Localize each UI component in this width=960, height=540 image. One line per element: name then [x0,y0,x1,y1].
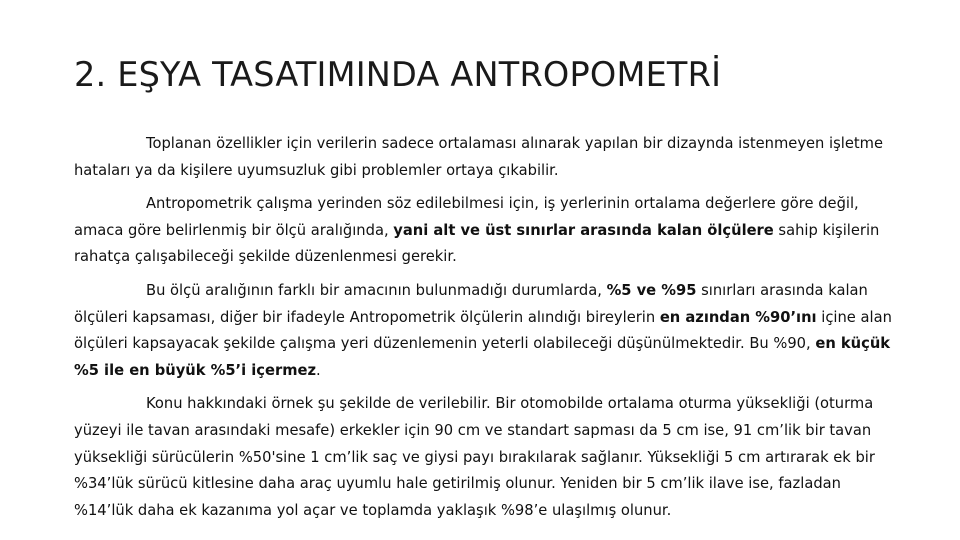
paragraph-text: Antropometrik çalışma yerinden söz edilebilmesi için, iş yerlerinin ortalama değerlere göre değil, amaca göre belirlenmiş bir ölçü aralığında, [74,195,859,239]
emphasis-text: yani alt ve üst sınırlar arasında kalan ölçülere [393,221,774,239]
paragraph-text: Konu hakkındaki örnek şu şekilde de verilebilir. Bir otomobilde ortalama oturma yüksekliği (oturma yüzeyi ile tavan arasındaki mesafe) erkekler için 90 cm ve standart sapması da 5 cm ise, 91 cm’lik bir tavan yüksekliği sürücülerin %50'sine 1 cm’lik saç ve giysi payı bırakılarak sağlanır. Yüksekliği 5 cm artırarak ek bir %34’lük sürücü kitlesine daha araç uyumlu hale getirilmiş olunur. Yeniden bir 5 cm’lik ilave ise, fazladan %14’lük daha ek kazanıma yol açar ve toplamda yaklaşık %98’e ulaşılmış olunur. [74,395,875,519]
paragraph-text: içine alan ölçüleri kapsayacak şekilde çalışma yeri düzenlemenin yeterli olabileceği düşünülmektedir. Bu %90, [74,308,892,353]
emphasis-text: en azından %90’ını [659,308,817,326]
paragraph-text: Toplanan özellikler için verilerin sadece ortalaması alınarak yapılan bir dizaynda istenmeyen işletme hataları ya da kişilere uyumsuzluk gibi problemler ortaya çıkabilir. [74,135,883,179]
slide-body [74,131,894,531]
paragraph-4 [74,391,894,524]
emphasis-text: en küçük %5 ile en büyük %5’i içermez [74,335,891,379]
paragraph-text: sınırları arasında kalan ölçüleri kapsaması, diğer bir ifadeyle Antropometrik ölçülerin alındığı bireylerin [74,281,868,326]
paragraph-1 [74,131,894,184]
paragraph-text: . [316,361,321,379]
paragraph-text: Bu ölçü aralığının farklı bir amacının bulunmadığı durumlarda, [146,281,607,299]
paragraph-text: sahip kişilerin rahatça çalışabileceği şekilde düzenlenmesi gerekir. [74,221,880,266]
page-title: 2. EŞYA TASATIMINDA ANTROPOMETRİ [74,55,722,94]
paragraph-2 [74,191,894,271]
emphasis-text: %5 ve %95 [606,281,697,299]
paragraph-3 [74,278,894,384]
